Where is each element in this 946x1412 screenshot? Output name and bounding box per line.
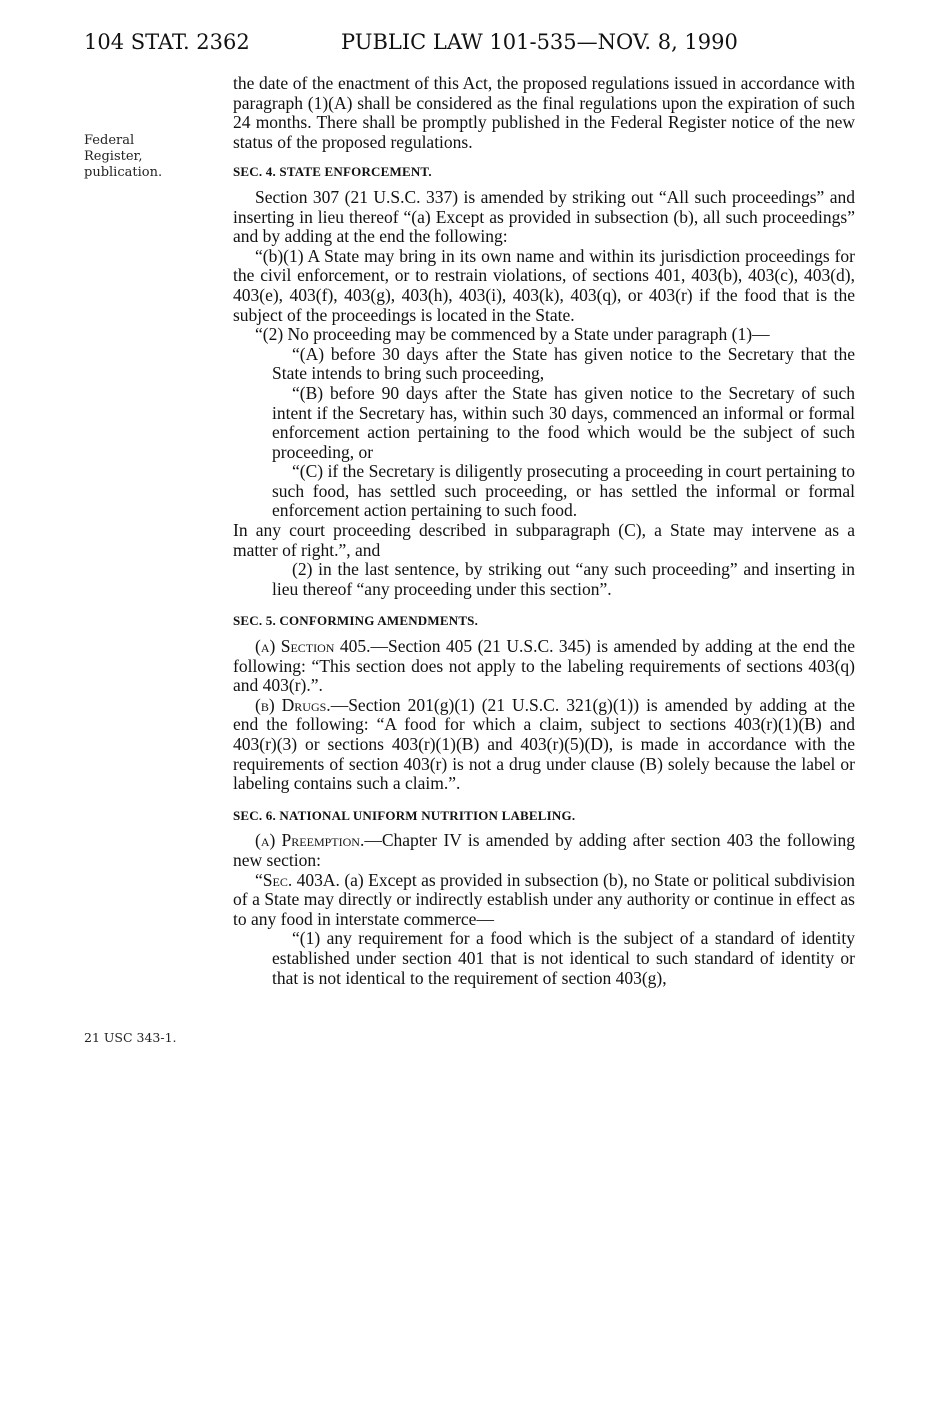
- body-text: [233, 74, 855, 988]
- section-403a-item-1: “(1) any requirement for a food which is the subject of a standard of identity established under section 401 that is not identical to such standard of identity or that is not identical to the requirement of section 403(g),: [272, 928, 855, 988]
- stat-reference: 104 STAT. 2362: [84, 30, 250, 54]
- section-4-heading: SEC. 4. STATE ENFORCEMENT.: [233, 164, 432, 180]
- section-5-a-text: —Section 405 (21 U.S.C. 345) is amended by adding at the end the following: “This section does not apply to the labeling requirements of sections 403(q) and 403(r).”.: [233, 636, 856, 696]
- section-5-subsection-b: [233, 696, 855, 794]
- section-403a-open-quote: “: [255, 869, 263, 890]
- section-4-item-2: (2) in the last sentence, by striking out “any such proceeding” and inserting in lieu thereof “any proceeding under this section”.: [272, 559, 855, 599]
- page-header: [84, 30, 864, 60]
- section-4-paragraph: Section 307 (21 U.S.C. 337) is amended by striking out “All such proceedings” and inserting in lieu thereof “(a) Except as provided in subsection (b), all such proceedings” and by adding at the end the following:: [233, 186, 855, 247]
- section-403a-paragraph: [233, 871, 855, 930]
- public-law-title: PUBLIC LAW 101-535—NOV. 8, 1990: [341, 30, 738, 54]
- section-4-subsection-b1: “(b)(1) A State may bring in its own name and within its jurisdiction proceedings for the civil enforcement, or to restrain violations, of sections 401, 403(b), 403(c), 403(d), 403(e), 403(f), 403(g), 403(h), 403(i), 403(k), 403(q), or 403(r) if the food that is the subject of the proceedings is located in the State.: [233, 245, 855, 325]
- section-5-heading: SEC. 5. CONFORMING AMENDMENTS.: [233, 613, 479, 629]
- section-4-clause-a: “(A) before 30 days after the State has given notice to the Secretary that the State intends to bring such proceeding,: [272, 343, 855, 384]
- section-5-a-lead: (a) Section 405.: [255, 636, 371, 657]
- section-4-court-paragraph: In any court proceeding described in subparagraph (C), a State may intervene as a matter of right.”, and: [233, 520, 855, 560]
- section-6-a-lead: (a) Preemption.: [255, 830, 365, 851]
- intro-paragraph: the date of the enactment of this Act, the proposed regulations issued in accordance with paragraph (1)(A) shall be considered as the final regulations upon the expiration of such 24 months. There shall be promptly published in the Federal Register notice of the new status of the proposed regulations.: [233, 73, 855, 152]
- section-4-subsection-b2: “(2) No proceeding may be commenced by a State under paragraph (1)—: [255, 324, 770, 345]
- section-4-clause-c: “(C) if the Secretary is diligently prosecuting a proceeding in court pertaining to such food, has settled such proceeding, or has settled the informal or formal enforcement action pertaining to such food.: [272, 461, 855, 521]
- section-6-heading: SEC. 6. NATIONAL UNIFORM NUTRITION LABELING.: [233, 807, 576, 823]
- section-5-b-text: —Section 201(g)(1) (21 U.S.C. 321(g)(1)) is amended by adding at the end the following: “A food for which a claim, subject to sections 403(r)(1)(B) and 403(r)(3) or sections 403(r)(1)(B) and 403(r)(5)(D), is made in accordance with the requirements of section 403(r) is not a drug under clause (B) solely because the label or labeling contains such a claim.”.: [233, 694, 855, 794]
- margin-note-federal-register: Federal Register, publication.: [84, 133, 163, 180]
- section-403a-lead: Sec.: [262, 869, 293, 890]
- section-6-a-text: —Chapter IV is amended by adding after section 403 the following new section:: [233, 830, 855, 870]
- section-6-subsection-a: [233, 831, 855, 870]
- section-403a-text: 403A. (a) Except as provided in subsection (b), no State or political subdivision of a State may directly or indirectly establish under any authority or continue in effect as to any food in interstate commerce—: [233, 869, 855, 929]
- section-5-subsection-a: [233, 637, 855, 696]
- section-5-b-lead: (b) Drugs.: [255, 694, 331, 715]
- margin-note-usc-citation: 21 USC 343-1.: [84, 1030, 177, 1045]
- section-4-clause-b: “(B) before 90 days after the State has given notice to the Secretary of such intent if the Secretary has, within such 30 days, commenced an informal or formal enforcement action pertaining to the food which would be the subject of such proceeding, or: [272, 382, 855, 462]
